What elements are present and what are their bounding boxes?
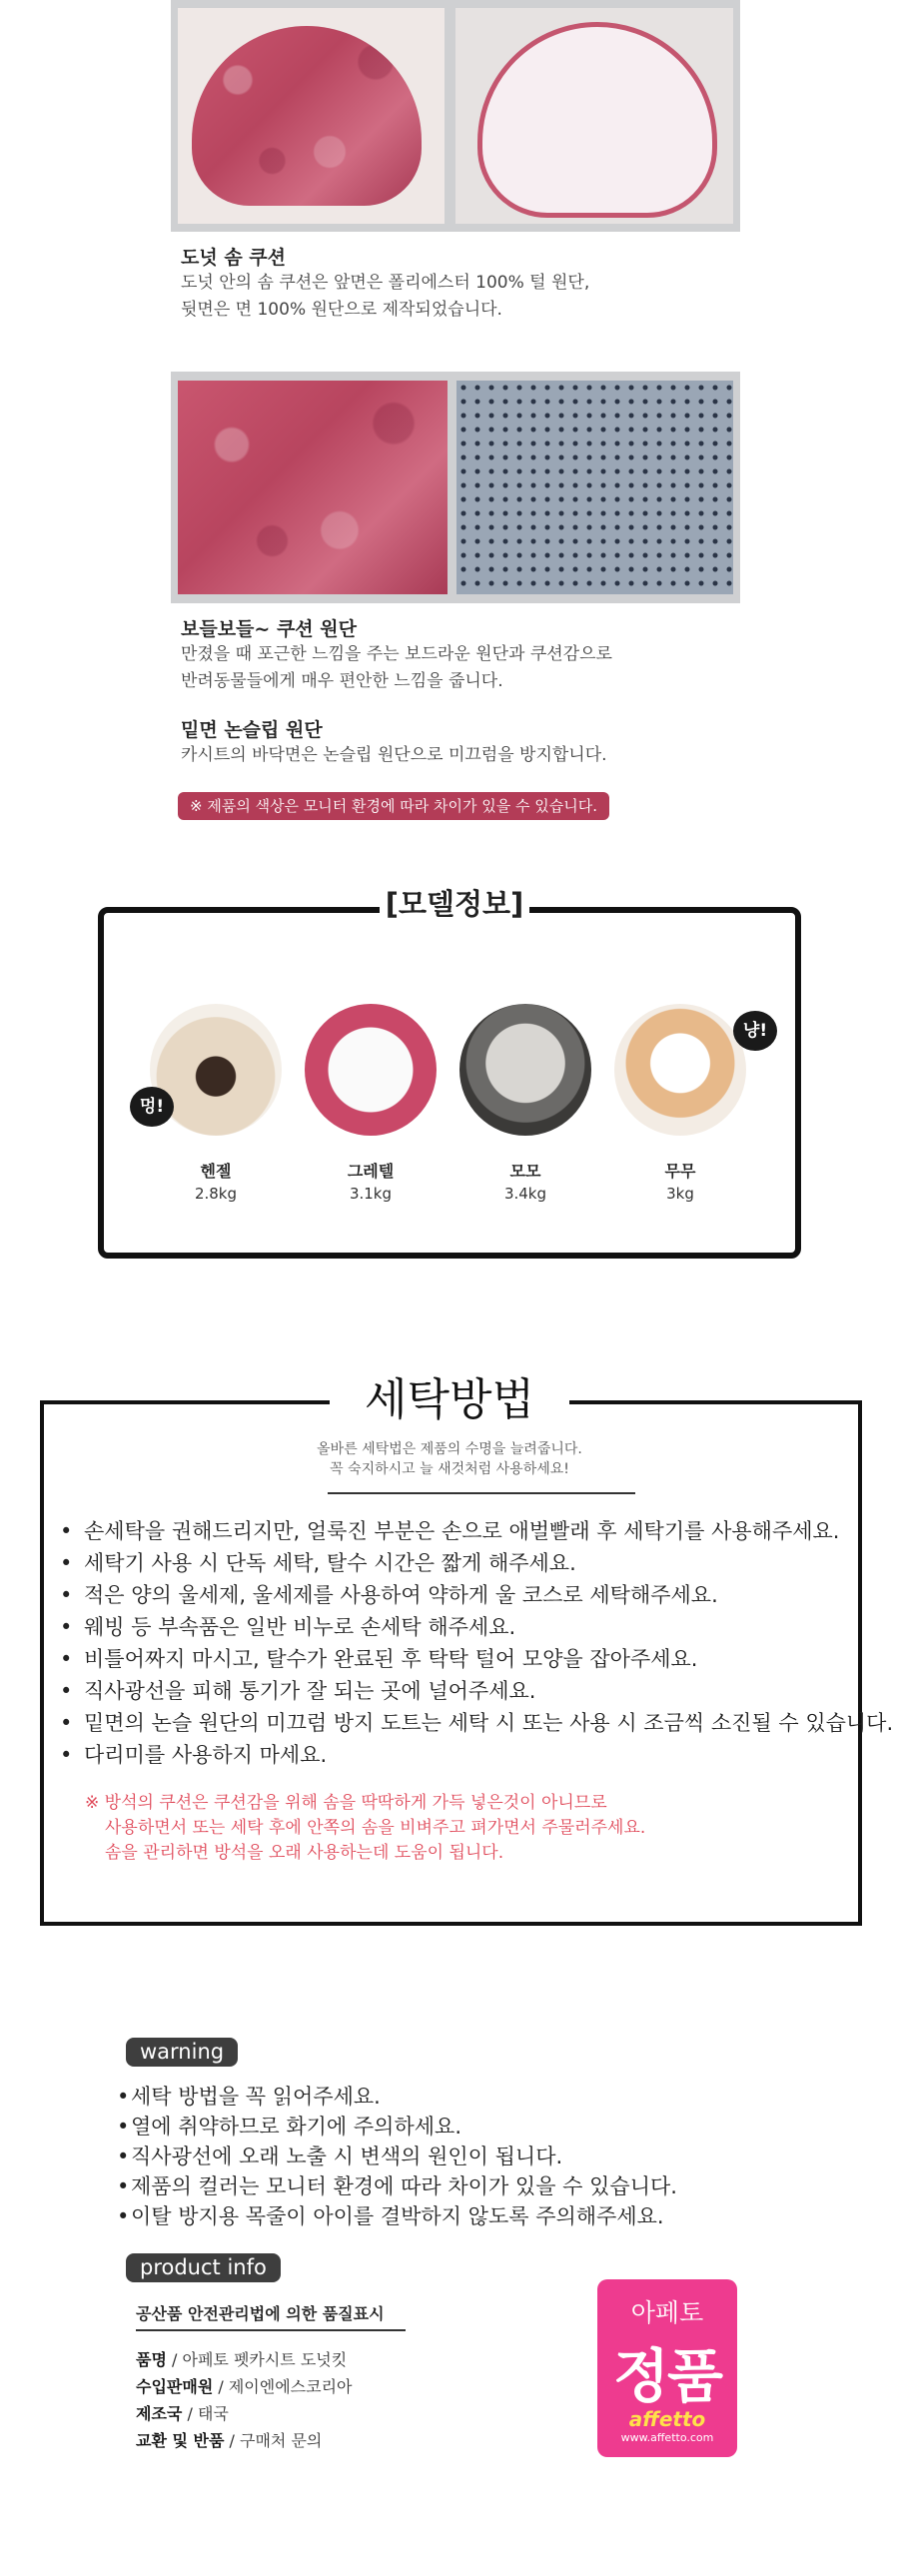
list-item: • 손세탁을 권해드리지만, 얼룩진 부분은 손으로 애벌빨래 후 세탁기를 사용해주세요. [60, 1515, 893, 1547]
list-item: • 웨빙 등 부속품은 일반 비누로 손세탁 해주세요. [60, 1611, 893, 1643]
info-value: / 아페토 펫카시트 도넛킷 [166, 2350, 348, 2369]
list-item: • 밑면의 논슬 원단의 미끄럼 방지 도트는 세탁 시 또는 사용 시 조금씩 소진될 수 있습니다. [60, 1707, 893, 1739]
dog-speech-bubble: 멍! [130, 1087, 174, 1127]
pet-weight: 3.4kg [503, 1185, 547, 1203]
pet-name: 그레텔 [347, 1162, 395, 1181]
wash-subtitle: 꼭 숙지하시고 늘 새것처럼 사용하세요! [330, 1461, 569, 1477]
list-item: • 제품의 컬러는 모니터 환경에 따라 차이가 있을 수 있습니다. [117, 2171, 677, 2201]
list-item: • 세탁기 사용 시 단독 세탁, 탈수 시간은 짧게 해주세요. [60, 1547, 893, 1579]
section-title-cushion: 도넛 솜 쿠션 [181, 247, 286, 269]
list-item: • 비틀어짜지 마시고, 탈수가 완료된 후 탁탁 털어 모양을 잡아주세요. [60, 1643, 893, 1675]
product-info-tag: product info [126, 2253, 281, 2282]
cat-speech-bubble: 냥! [733, 1011, 777, 1051]
section-text-fabric [181, 641, 740, 695]
info-value: / 태국 [182, 2404, 229, 2423]
cushion-front-photo [178, 8, 445, 224]
pet-photo-mumu [614, 1004, 746, 1136]
section-text-nonslip [181, 742, 740, 769]
info-label: 제조국 [136, 2404, 183, 2423]
color-note-badge: ※ 제품의 색상은 모니터 환경에 따라 차이가 있을 수 있습니다. [178, 792, 609, 820]
fabric-photo-frame [171, 372, 740, 603]
wash-divider [328, 1492, 635, 1494]
nonslip-fabric-photo [456, 381, 733, 594]
list-item: • 열에 취약하므로 화기에 주의하세요. [117, 2112, 677, 2142]
model-info-title: [모델정보] [380, 881, 529, 927]
text-line: ※ 방석의 쿠션은 쿠션감을 위해 솜을 딱딱하게 가득 넣은것이 아니므로 [85, 1793, 607, 1813]
pet-name: 모모 [509, 1162, 541, 1181]
info-row-importer [136, 2374, 353, 2397]
pet-weight: 3kg [666, 1185, 694, 1203]
pet-name: 무무 [664, 1162, 696, 1181]
pet-photo-momo [459, 1004, 591, 1136]
text-line: 반려동물들에게 매우 편안한 느낌을 줍니다. [181, 671, 503, 691]
list-item: • 직사광선을 피해 통기가 잘 되는 곳에 널어주세요. [60, 1675, 893, 1707]
section-text-cushion [181, 270, 740, 324]
list-item: • 적은 양의 울세제, 울세제를 사용하여 약하게 울 코스로 세탁해주세요. [60, 1579, 893, 1611]
badge-url: www.affetto.com [620, 2431, 714, 2444]
info-value: / 제이엔에스코리아 [213, 2377, 353, 2396]
warning-tag: warning [126, 2038, 238, 2067]
text-line: 솜을 관리하면 방석을 오래 사용하는데 도움이 됩니다. [105, 1843, 504, 1863]
info-row-returns [136, 2428, 322, 2451]
list-item: • 직사광선에 오래 노출 시 변색의 원인이 됩니다. [117, 2142, 677, 2171]
wash-instructions-list [60, 1515, 893, 1771]
quality-label-title: 공산품 안전관리법에 의한 품질표시 [136, 2304, 385, 2323]
info-label: 품명 [136, 2350, 167, 2369]
quality-label-divider [136, 2329, 406, 2331]
wash-method-title: 세탁방법 [330, 1368, 569, 1432]
list-item: • 세탁 방법을 꼭 읽어주세요. [117, 2082, 677, 2112]
list-item: • 이탈 방지용 목줄이 아이를 결박하지 않도록 주의해주세요. [117, 2201, 677, 2231]
badge-genuine: 정품 [612, 2342, 722, 2410]
pet-weight: 2.8kg [194, 1185, 238, 1203]
text-line: 카시트의 바닥면은 논슬립 원단으로 미끄럼을 방지합니다. [181, 745, 607, 765]
text-line: 만졌을 때 포근한 느낌을 주는 보드라운 원단과 쿠션감으로 [181, 644, 612, 664]
text-line: 도넛 안의 솜 쿠션은 앞면은 폴리에스터 100% 털 원단, [181, 273, 590, 293]
info-label: 수입판매원 [136, 2377, 214, 2396]
genuine-product-badge [597, 2279, 737, 2457]
list-item: • 다리미를 사용하지 마세요. [60, 1739, 893, 1771]
section-title-fabric: 보들보들~ 쿠션 원단 [181, 618, 357, 640]
wash-warning-note [85, 1791, 645, 1866]
fur-fabric-photo [178, 381, 448, 594]
info-row-country [136, 2401, 229, 2424]
cushion-back-photo [455, 8, 733, 224]
text-line: 뒷면은 면 100% 원단으로 제작되었습니다. [181, 300, 502, 320]
info-value: / 구매처 문의 [224, 2431, 323, 2450]
pet-photo-gretel [305, 1004, 437, 1136]
cushion-photo-frame [171, 0, 740, 232]
badge-brand: 아페토 [630, 2298, 704, 2327]
warning-list [117, 2082, 677, 2231]
pet-name: 헨젤 [200, 1162, 232, 1181]
section-title-nonslip: 밑면 논슬립 원단 [181, 719, 323, 741]
pet-weight: 3.1kg [349, 1185, 393, 1203]
wash-subtitle: 올바른 세탁법은 제품의 수명을 늘려줍니다. [317, 1441, 582, 1457]
badge-logo-text: affetto [628, 2407, 706, 2431]
text-line: 사용하면서 또는 세탁 후에 안쪽의 솜을 비벼주고 펴가면서 주물러주세요. [105, 1818, 646, 1838]
info-row-name [136, 2347, 347, 2370]
info-label: 교환 및 반품 [136, 2431, 225, 2450]
